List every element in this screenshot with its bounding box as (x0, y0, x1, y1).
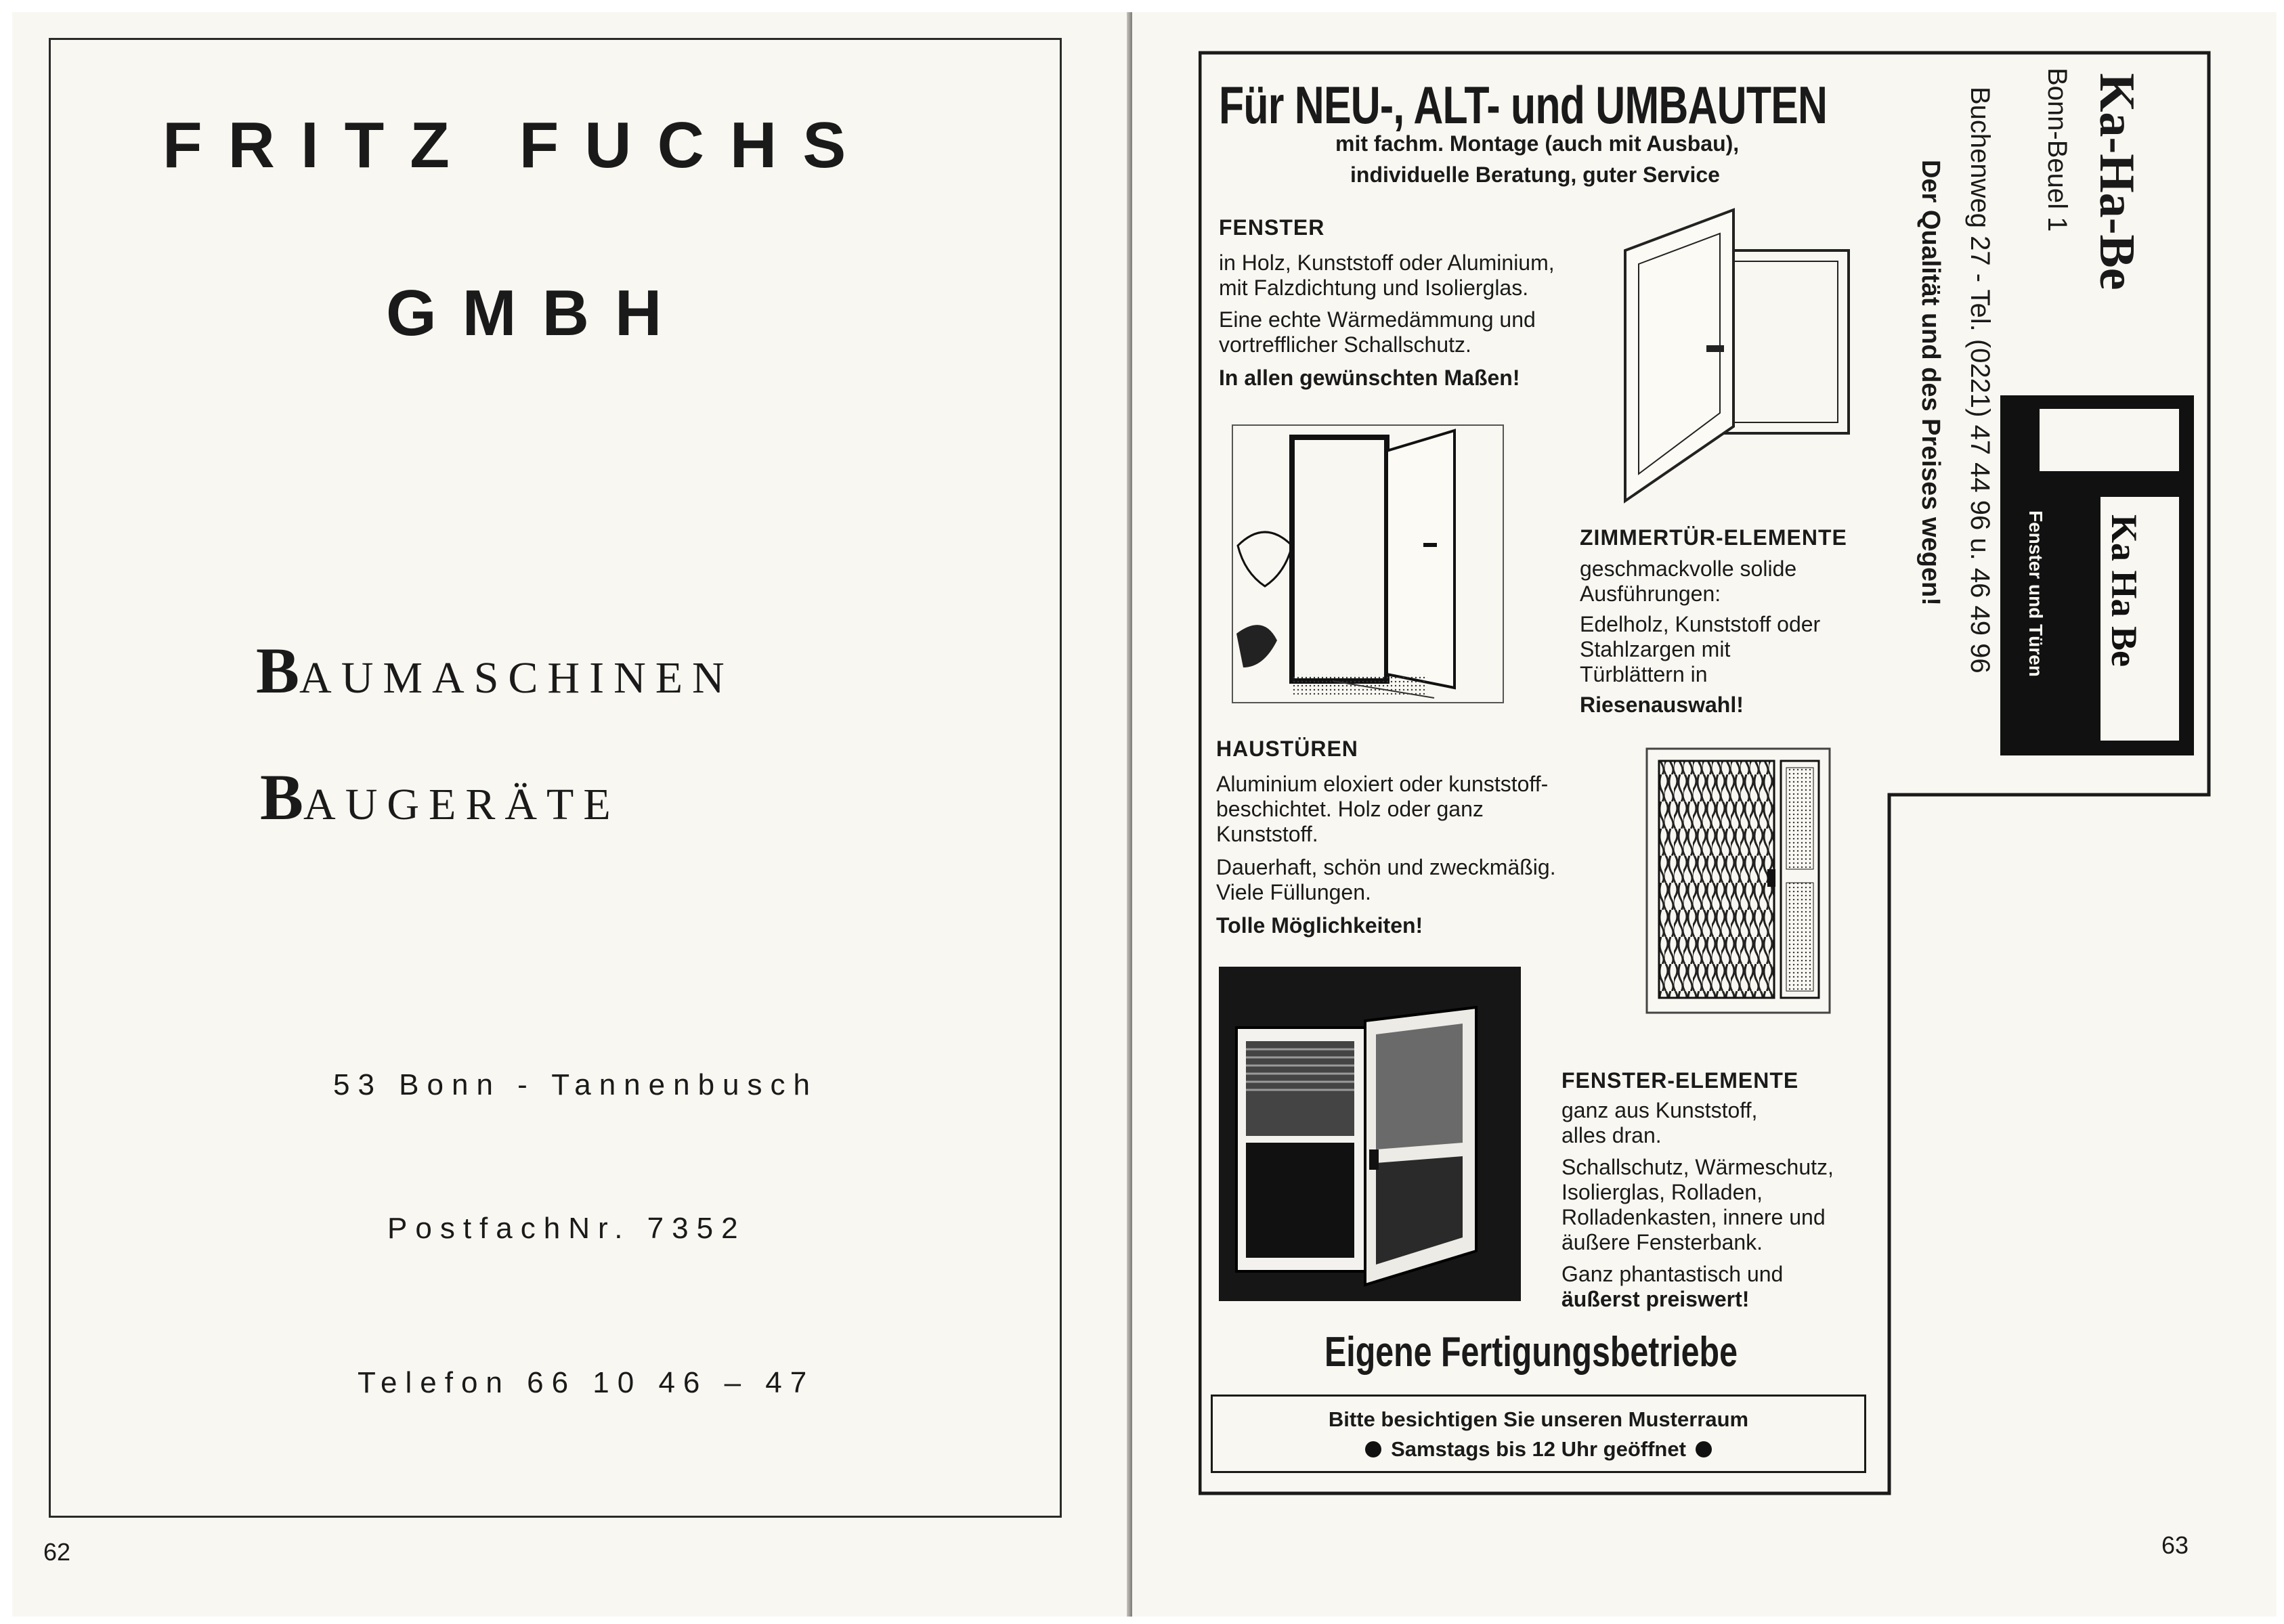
company-form: GMBH (386, 277, 688, 349)
haustueren-text: Aluminium eloxiert oder kunststoff- beschichtet. Holz oder ganz Kunststoff. Dauerhaft, schön und zweckmäßig. Viele Füllungen. Tolle Möglichkeiten! (1216, 772, 1556, 938)
fenster-title: FENSTER (1219, 215, 1325, 240)
product-line-2 (260, 760, 620, 835)
window-illustration (1618, 203, 1862, 508)
address-line: 53 Bonn - Tannenbusch (333, 1068, 818, 1101)
logo-window-pane (2040, 409, 2179, 471)
telefon-line: Telefon 66 10 46 – 47 (358, 1366, 815, 1399)
window-element-photo (1219, 967, 1521, 1301)
fenster-text: in Holz, Kunststoff oder Aluminium, mit Falzdichtung und Isolierglas. Eine echte Wärmedämmung und vortrefflicher Schallschutz. In allen gewünschten Maßen! (1219, 250, 1555, 390)
page-number-left: 62 (43, 1538, 71, 1566)
zimmertuer-title: ZIMMERTÜR-ELEMENTE (1580, 525, 1847, 550)
subhead-1: mit fachm. Montage (auch mit Ausbau), (1335, 131, 1740, 156)
vertical-address: Buchenweg 27 - Tel. (0221) 47 44 96 u. 46 49 96 (1965, 87, 1995, 674)
fenster-elemente-title: FENSTER-ELEMENTE (1561, 1068, 1799, 1093)
product-rest: AUGERÄTE (303, 780, 620, 829)
front-door-illustration (1645, 747, 1835, 1018)
postfach-line: PostfachNr. 7352 (387, 1212, 746, 1245)
showroom-line-1: Bitte besichtigen Sie unseren Musterraum (1328, 1407, 1749, 1431)
initial-letter: B (260, 761, 304, 833)
product-rest: AUMASCHINEN (299, 653, 734, 703)
bullet-icon (1696, 1441, 1712, 1457)
bullet-icon (1365, 1441, 1381, 1457)
vertical-brand: Ka-Ha-Be (2089, 73, 2145, 290)
vertical-slogan: Der Qualität und des Preises wegen! (1916, 160, 1945, 606)
fertigung-headline: Eigene Fertigungsbetriebe (1324, 1329, 1738, 1376)
showroom-box (1211, 1395, 1866, 1473)
logo-text: Ka Ha Be (2104, 514, 2145, 667)
subhead-2: individuelle Beratung, guter Service (1350, 162, 1720, 187)
headline: Für NEU-, ALT- und UMBAUTEN (1219, 75, 1828, 135)
fenster-elemente-text: ganz aus Kunststoff, alles dran. Schallschutz, Wärmeschutz, Isolierglas, Rolladen, Rolladenkasten, innere und äußere Fensterbank. Ganz phantastisch und äußerst preiswert! (1561, 1098, 1834, 1311)
logo-subtext: Fenster und Türen (2025, 510, 2046, 677)
vertical-city: Bonn-Beuel 1 (2042, 68, 2072, 232)
company-name: FRITZ FUCHS (163, 109, 872, 181)
page-number-right: 63 (2161, 1531, 2189, 1559)
product-line-1 (256, 633, 734, 708)
initial-letter: B (256, 634, 300, 707)
kahabe-logo (2000, 395, 2194, 755)
zimmertuer-text: geschmackvolle solide Ausführungen: Edelholz, Kunststoff oder Stahlzargen mit Türblättern in Riesenauswahl! (1580, 556, 1821, 717)
haustueren-title: HAUSTÜREN (1216, 737, 1358, 761)
interior-door-illustration (1231, 424, 1509, 708)
showroom-line-2: Samstags bis 12 Uhr geöffnet (1213, 1437, 1864, 1462)
